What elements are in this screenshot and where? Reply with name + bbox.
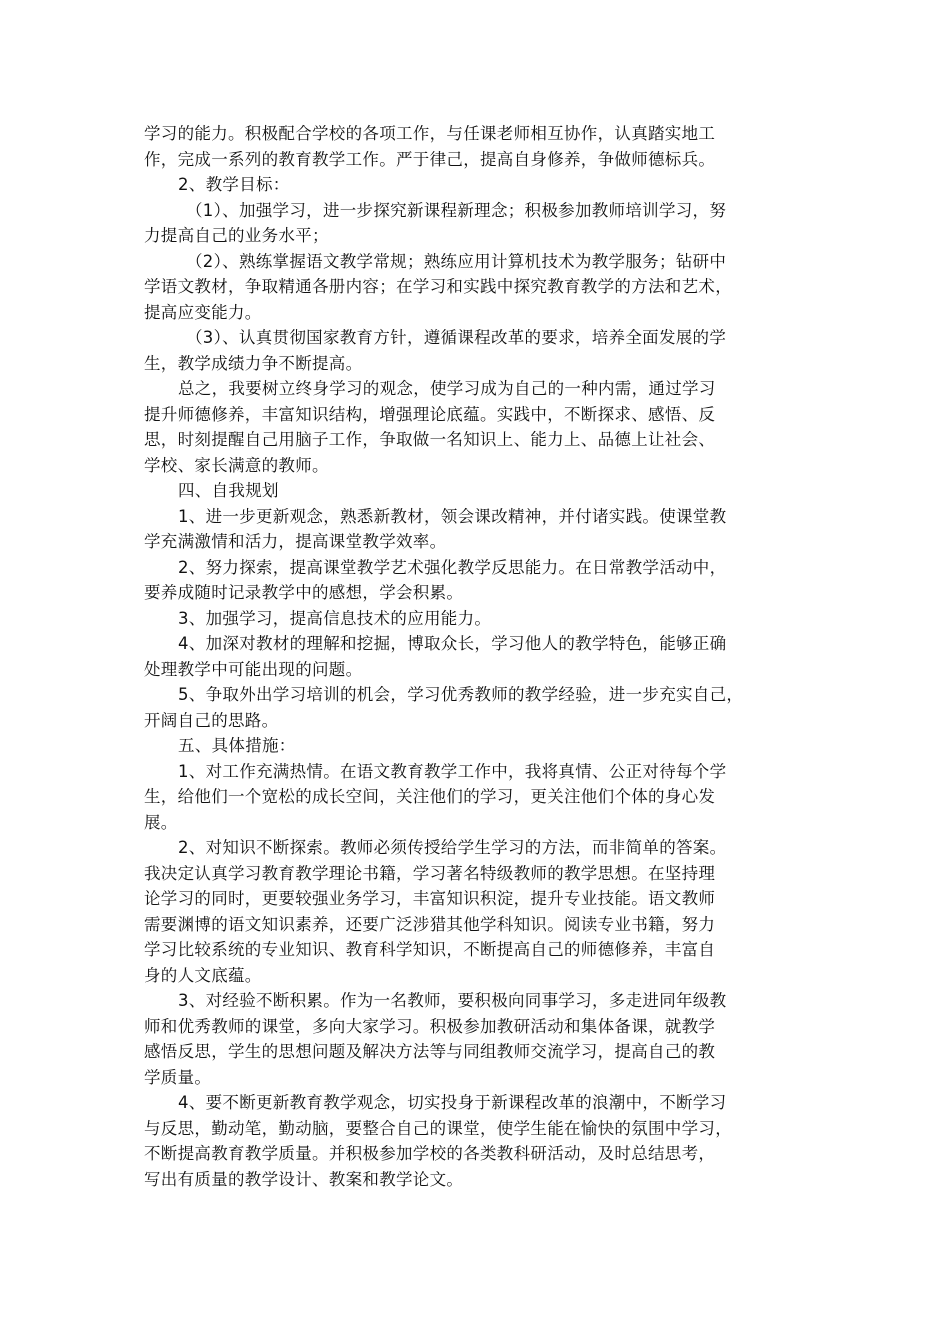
text-line: 4、加深对教材的理解和挖掘，博取众长，学习他人的教学特色，能够正确 bbox=[178, 634, 727, 653]
text-line: （2）、熟练掌握语文教学常规；熟练应用计算机技术为教学服务；钻研中 bbox=[186, 251, 727, 271]
text-line: 总之，我要树立终身学习的观念，使学习成为自己的一种内需，通过学习 bbox=[178, 379, 716, 398]
text-line: 展。 bbox=[144, 812, 178, 832]
text-line: 需要渊博的语文知识素养，还要广泛涉猎其他学科知识。阅读专业书籍，努力 bbox=[144, 914, 716, 934]
text-line: 学质量。 bbox=[144, 1067, 212, 1087]
section-heading: 四、自我规划 bbox=[178, 481, 279, 500]
document-body bbox=[144, 121, 816, 1192]
text-line: 生，教学成绩力争不断提高。 bbox=[144, 353, 363, 373]
text-line: 5、争取外出学习培训的机会，学习优秀教师的教学经验，进一步充实自己， bbox=[178, 685, 744, 704]
text-line: 生，给他们一个宽松的成长空间，关注他们的学习，更关注他们个体的身心发 bbox=[144, 787, 716, 806]
text-line: 4、要不断更新教育教学观念，切实投身于新课程改革的浪潮中，不断学习 bbox=[178, 1093, 727, 1112]
text-line: 力提高自己的业务水平； bbox=[144, 226, 329, 245]
text-line: 学习比较系统的专业知识、教育科学知识，不断提高自己的师德修养，丰富自 bbox=[144, 940, 716, 959]
text-line: 作，完成一系列的教育教学工作。严于律己，提高自身修养，争做师德标兵。 bbox=[144, 149, 716, 169]
text-line: 身的人文底蕴。 bbox=[144, 965, 262, 985]
text-line: 思，时刻提醒自己用脑子工作，争取做一名知识上、能力上、品德上让社会、 bbox=[144, 430, 716, 449]
text-line: 不断提高教育教学质量。并积极参加学校的各类教科研活动，及时总结思考， bbox=[144, 1144, 716, 1163]
text-line: 3、加强学习，提高信息技术的应用能力。 bbox=[178, 608, 492, 628]
section-heading: 五、具体措施： bbox=[178, 736, 296, 755]
text-line: 2、努力探索，提高课堂教学艺术强化教学反思能力。在日常教学活动中， bbox=[178, 557, 727, 577]
text-line: 学充满激情和活力，提高课堂教学效率。 bbox=[144, 532, 447, 551]
text-line: （1）、加强学习，进一步探究新课程新理念；积极参加教师培训学习，努 bbox=[186, 200, 727, 220]
text-line: 1、对工作充满热情。在语文教育教学工作中，我将真情、公正对待每个学 bbox=[178, 761, 727, 781]
text-line: 与反思，勤动笔，勤动脑，要整合自己的课堂，使学生能在愉快的氛围中学习， bbox=[144, 1118, 732, 1138]
text-line: 学习的能力。积极配合学校的各项工作，与任课老师相互协作，认真踏实地工 bbox=[144, 124, 716, 143]
text-line: 提高应变能力。 bbox=[144, 302, 262, 322]
text-line: 2、对知识不断探索。教师必须传授给学生学习的方法，而非简单的答案。 bbox=[178, 838, 727, 857]
text-line: 要养成随时记录教学中的感想，学会积累。 bbox=[144, 583, 464, 602]
text-line: 论学习的同时，更要较强业务学习，丰富知识积淀，提升专业技能。语文教师 bbox=[144, 889, 716, 908]
text-line: 师和优秀教师的课堂，多向大家学习。积极参加教研活动和集体备课，就教学 bbox=[144, 1016, 716, 1036]
text-line: 我决定认真学习教育教学理论书籍，学习著名特级教师的教学思想。在坚持理 bbox=[144, 863, 716, 883]
text-line: （3）、认真贯彻国家教育方针，遵循课程改革的要求，培养全面发展的学 bbox=[186, 328, 727, 347]
text-line: 提升师德修养，丰富知识结构，增强理论底蕴。实践中，不断探求、感悟、反 bbox=[144, 404, 716, 424]
text-line: 学语文教材，争取精通各册内容；在学习和实践中探究教育教学的方法和艺术， bbox=[144, 277, 732, 296]
text-line: 3、对经验不断积累。作为一名教师，要积极向同事学习，多走进同年级教 bbox=[178, 991, 727, 1010]
text-line: 学校、家长满意的教师。 bbox=[144, 455, 329, 475]
section-heading: 2、教学目标： bbox=[178, 175, 290, 194]
text-line: 1、进一步更新观念，熟悉新教材，领会课改精神，并付诸实践。使课堂教 bbox=[178, 506, 727, 526]
text-line: 开阔自己的思路。 bbox=[144, 710, 279, 730]
text-line: 感悟反思，学生的思想问题及解决方法等与同组教师交流学习，提高自己的教 bbox=[144, 1042, 716, 1061]
text-line: 写出有质量的教学设计、教案和教学论文。 bbox=[144, 1169, 464, 1189]
text-line: 处理教学中可能出现的问题。 bbox=[144, 659, 363, 679]
